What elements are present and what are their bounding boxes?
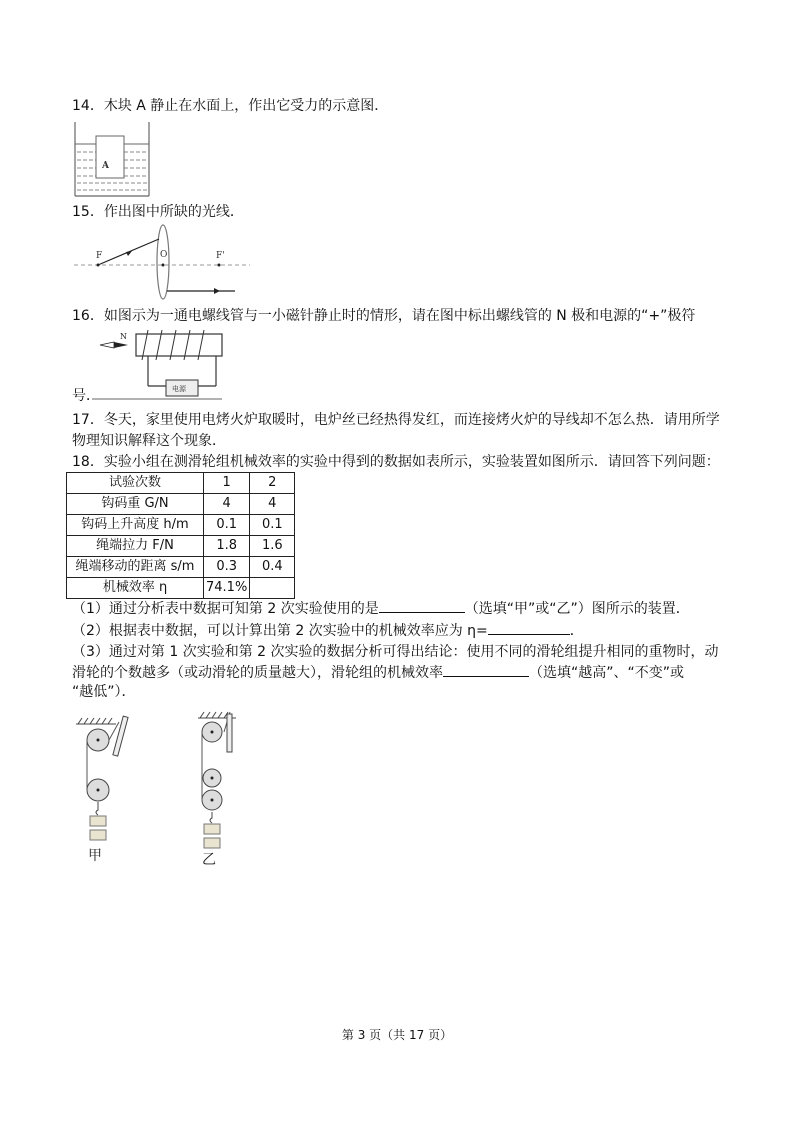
page-footer: 第 3 页（共 17 页） (341, 1028, 453, 1042)
row-label: 绳端移动的距离 s/m (67, 557, 204, 578)
focus-right-label: F' (216, 251, 225, 261)
row-label: 绳端拉力 F/N (67, 536, 204, 557)
answer-blank-3[interactable] (443, 662, 529, 677)
row-label: 机械效率 η (67, 578, 204, 599)
sub3-line3: “越低”）． (72, 684, 136, 700)
trial-2-value: 0.1 (250, 515, 295, 536)
trial-1-value: 0.1 (204, 515, 250, 536)
block-a-label: A (102, 161, 109, 171)
question-17-line2: 物理知识解释这个现象． (72, 433, 226, 449)
row-label: 钩码上升高度 h/m (67, 515, 204, 536)
sub1-text-b: （选填“甲”或“乙”）图所示的装置． (464, 601, 690, 617)
trial-1-value: 74.1% (204, 578, 250, 599)
question-15-text: 15．作出图中所缺的光线． (72, 204, 244, 220)
optical-center-label: O (160, 250, 168, 260)
needle-n-label: N (120, 332, 127, 341)
answer-blank-1[interactable] (379, 598, 465, 613)
answer-blank-2[interactable] (488, 620, 570, 635)
table-row (67, 557, 295, 578)
table-row (67, 494, 295, 515)
trial-2-value (250, 578, 295, 599)
trial-2-value: 1.6 (250, 536, 295, 557)
table-row (67, 578, 295, 599)
sub2-text-a: （2）根据表中数据，可以计算出第 2 次实验中的机械效率应为 η= (72, 623, 488, 639)
question-14-text: 14．木块 A 静止在水面上，作出它受力的示意图． (72, 98, 389, 114)
figure-jia-label: 甲 (88, 848, 102, 864)
trial-2-value: 0.4 (250, 557, 295, 578)
question-18-text: 18．实验小组在测滑轮组机械效率的实验中得到的数据如表所示，实验装置如图所示．请回答下列问题： (72, 454, 720, 470)
pulley-figure-jia (72, 710, 132, 868)
experiment-data-table (66, 472, 295, 599)
question-17-line1: 17．冬天，家里使用电烤火炉取暖时，电炉丝已经热得发红，而连接烤火炉的导线却不怎么热．请用所学 (72, 412, 720, 428)
water-tank-figure (72, 120, 152, 200)
trial-1-value: 4 (204, 494, 250, 515)
row-label: 钩码重 G/N (67, 494, 204, 515)
sub3-text-b: （选填“越高”、“不变”或 (529, 665, 685, 681)
trial-1-value: 1.8 (204, 536, 250, 557)
trial-2-value: 4 (250, 494, 295, 515)
solenoid-figure (92, 328, 232, 400)
question-16-text: 16．如图示为一通电螺线管与一小磁针静止时的情形，请在图中标出螺线管的 N 极和电源的“+”极符 (72, 308, 696, 324)
row-label: 试验次数 (67, 473, 204, 494)
focus-left-label: F (96, 251, 103, 261)
table-row (67, 473, 295, 494)
pulley-figure-yi (196, 706, 256, 868)
table-row (67, 536, 295, 557)
sub3-text-a: 滑轮的个数越多（或动滑轮的质量越大），滑轮组的机械效率 (72, 665, 443, 681)
trial-2-value: 2 (250, 473, 295, 494)
trial-1-value: 0.3 (204, 557, 250, 578)
power-source-label: 电源 (172, 385, 186, 393)
sub2-text-b: ． (569, 623, 584, 639)
trial-1-value: 1 (204, 473, 250, 494)
table-row (67, 515, 295, 536)
figure-yi-label: 乙 (202, 852, 216, 868)
lens-figure (72, 222, 252, 302)
question-16-text-cont: 号． (72, 388, 100, 404)
sub1-text-a: （1）通过分析表中数据可知第 2 次实验使用的是 (72, 601, 379, 617)
sub3-line1: （3）通过对第 1 次实验和第 2 次实验的数据分析可得出结论：使用不同的滑轮组提升相同的重物时，动 (72, 644, 719, 660)
